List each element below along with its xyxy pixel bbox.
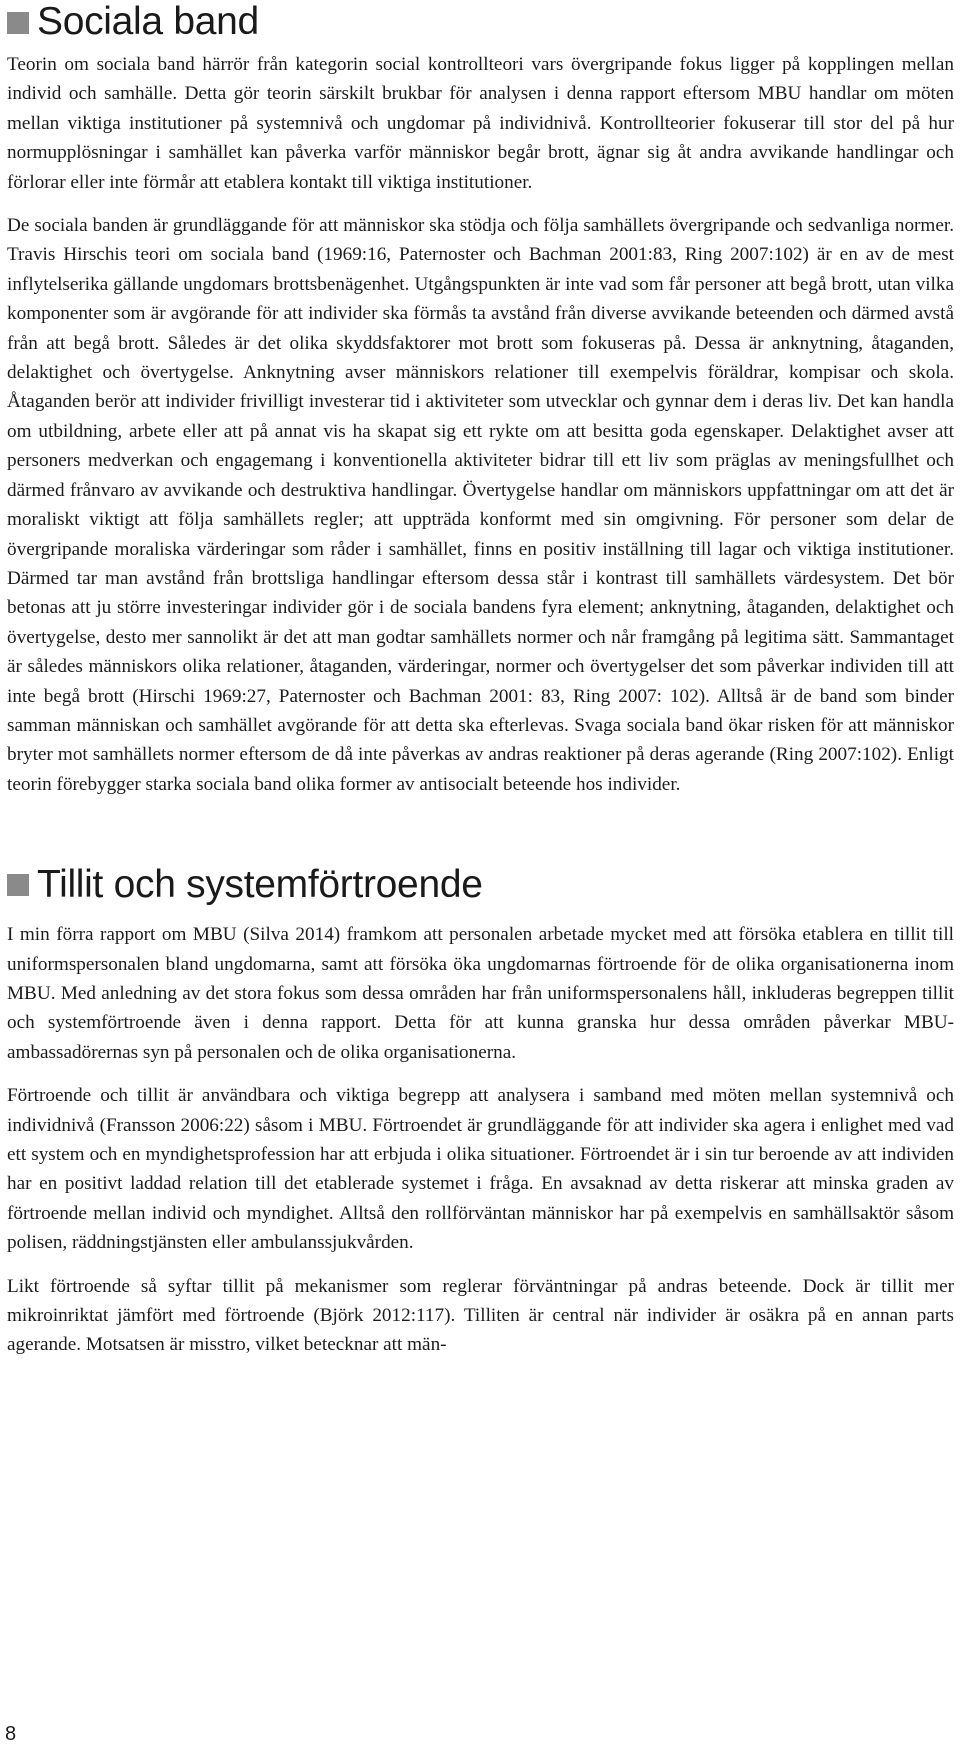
body-paragraph: Teorin om sociala band härrör från kategorin social kontrollteori vars övergripande fokus ligger på kopplingen mellan individ och samhälle. Detta gör teorin särskilt brukbar för analysen i denna rapport eftersom MBU handlar om möten mellan viktiga institutioner på systemnivå och ungdomar på individnivå. Kontrollteorier fokuserar till stor del på hur normupplösningar i samhället kan påverka varför människor begår brott, ägnar sig åt andra avvikande handlingar och förlorar eller inte förmår att etablera kontakt till viktiga institutioner. xyxy=(7,54,954,193)
page-number: 8 xyxy=(5,1723,17,1745)
section-heading-text: Tillit och systemförtroende xyxy=(37,863,483,907)
body-paragraph: De sociala banden är grundläggande för att människor ska stödja och följa samhällets övergripande och sedvanliga normer. Travis Hirschis teori om sociala band (1969:16, Paternoster och Bachman 2001:83, Ring 2007:102) är en av de mest inflytelserika gällande ungdomars brottsbenägenhet. Utgångspunkten är inte vad som får personer att begå brott, utan vilka komponenter som är avgörande för att individer ska förmås ta avstånd från diverse avvikande beteenden och därmed avstå från att begå brott. Således är det olika skyddsfaktorer mot brott som fokuseras på. Dessa är anknytning, åtaganden, delaktighet och övertygelse. Anknytning avser människors relationer till exempelvis föräldrar, kompisar och skola. Åtaganden berör att individer frivilligt investerar tid i aktiviteter som utvecklar och gynnar dem i deras liv. Det kan handla om utbildning, arbete eller att på annat vis ha skapat sig ett rykte om att besitta goda egenskaper. Delaktighet avser att personers medverkan och engagemang i konventionella aktiviteter bidrar till ett liv som präglas av meningsfullhet och därmed frånvaro av avvikande och destruktiva handlingar. Övertygelse handlar om människors uppfattningar om att det är moraliskt viktigt att följa samhällets regler; att uppträda konformt med sin omgivning. För personer som delar de övergripande moraliska värderingar som råder i samhället, finns en positiv inställning till lagar och viktiga institutioner. Därmed tar man avstånd från brottsliga handlingar eftersom dessa står i kontrast till samhällets värdesystem. Det bör betonas att ju större investeringar individer gör i de sociala bandens fyra element; anknytning, åtaganden, delaktighet och övertygelse, desto mer sannolikt är det att man godtar samhällets normer och når framgång på legitima sätt. Sammantaget är således människors olika relationer, åtaganden, värderingar, normer och övertygelser det som påverkar individen till att inte begå brott (Hirschi 1969:27, Paternoster och Bachman 2001: 83, Ring 2007: 102). Alltså är de band som binder samman människan och samhället avgörande för att detta ska efterlevas. Svaga sociala band ökar risken för att människor bryter mot samhällets normer eftersom de då inte påverkas av andras reaktioner på deras agerande (Ring 2007:102). Enligt teorin förebygger starka sociala band olika former av antisocialt beteende hos individer. xyxy=(7,215,954,795)
section-heading-text: Sociala band xyxy=(37,0,259,43)
body-paragraph: Förtroende och tillit är användbara och viktiga begrepp att analysera i samband med möten mellan systemnivå och individnivå (Fransson 2006:22) såsom i MBU. Förtroendet är grundläggande för att individer ska agera i enlighet med vad ett system och en myndighetsprofession har att erbjuda i olika situationer. Förtroendet är i sin tur beroende av att individen har en positivt laddad relation till det etablerade systemet i fråga. En avsaknad av detta riskerar att minska graden av förtroende mellan individ och myndighet. Alltså den rollförväntan människor har på exempelvis en samhällsaktör såsom polisen, räddningstjänsten eller ambulanssjukvården. xyxy=(7,1085,954,1254)
section-body-tillit xyxy=(7,920,956,1360)
document-page xyxy=(7,0,956,1374)
section-heading-tillit-och-systemfortroende xyxy=(7,862,956,908)
heading-square-icon xyxy=(7,874,29,896)
body-paragraph: Likt förtroende så syftar tillit på mekanismer som reglerar förväntningar på andras beteende. Dock är tillit mer mikroinriktat jämfört med förtroende (Björk 2012:117). Tilliten är central när individer är osäkra på en annan parts agerande. Motsatsen är misstro, vilket betecknar att män- xyxy=(7,1275,954,1356)
body-paragraph: I min förra rapport om MBU (Silva 2014) framkom att personalen arbetade mycket med att försöka etablera en tillit till uniformspersonalen bland ungdomarna, samt att försöka öka ungdomarnas förtroende för de olika organisationerna inom MBU. Med anledning av det stora fokus som dessa områden har från uniformspersonalens håll, inkluderas begreppen tillit och systemförtroende även i denna rapport. Detta för att kunna granska hur dessa områden påverkar MBU-ambassadörernas syn på personalen och de olika organisationerna. xyxy=(7,924,954,1063)
section-body-sociala-band xyxy=(7,50,956,799)
section-heading-sociala-band xyxy=(7,0,956,44)
heading-square-icon xyxy=(7,12,29,34)
